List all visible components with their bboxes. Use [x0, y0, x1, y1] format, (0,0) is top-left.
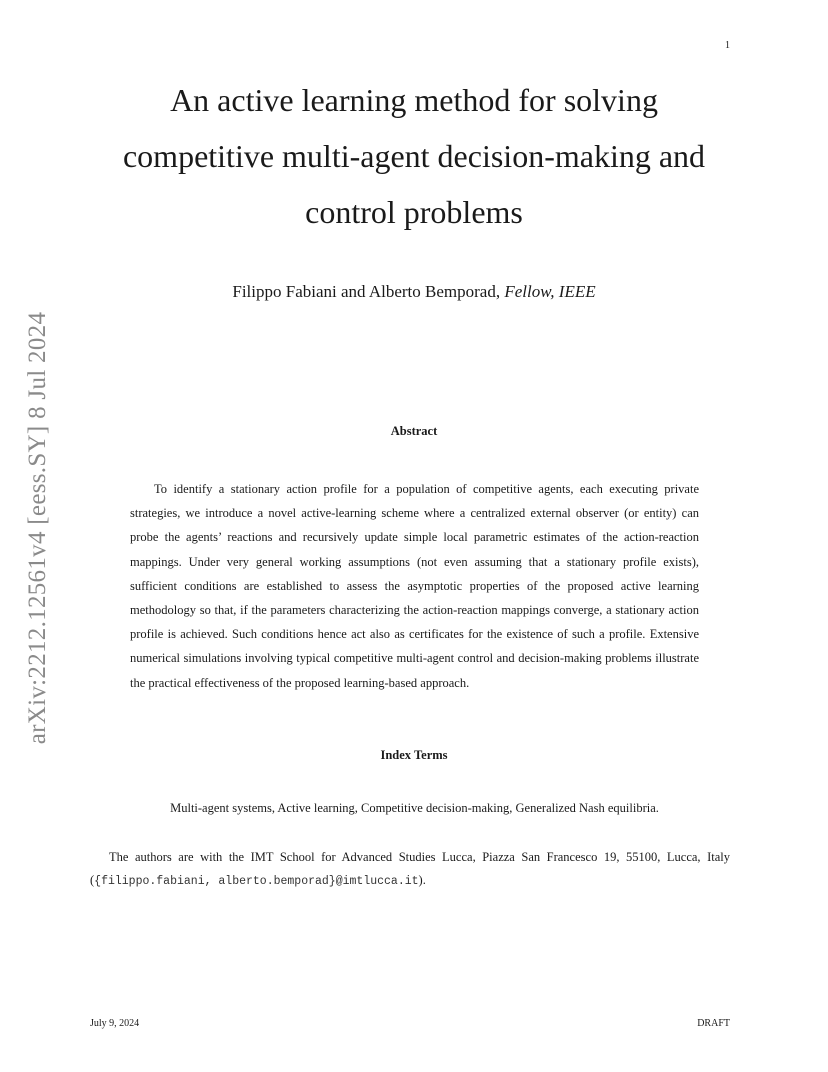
footer-draft-label: DRAFT — [697, 1018, 730, 1029]
author-names: Filippo Fabiani and Alberto Bemporad, — [232, 282, 501, 301]
index-terms-heading: Index Terms — [380, 748, 448, 762]
footnote-suffix: ). — [418, 873, 426, 887]
title-line-2: competitive multi-agent decision-making and — [122, 138, 706, 174]
author-fellow-title: Fellow, IEEE — [504, 282, 596, 301]
author-affiliation-footnote — [90, 846, 730, 893]
footnote-text: The authors are with the IMT School for Advanced Studies Lucca, Piazza San Francesco 19, 55100, Lucca, Italy ( — [90, 850, 730, 887]
arxiv-stamp-text: arXiv:2212.12561v4 [eess.SY] 8 Jul 2024 — [24, 311, 51, 745]
page-number: 1 — [725, 40, 730, 51]
abstract-heading: Abstract — [390, 424, 438, 438]
title-line-1: An active learning method for solving — [170, 82, 658, 118]
footer-date: July 9, 2024 — [90, 1018, 140, 1029]
index-terms-body: Multi-agent systems, Active learning, Competitive decision-making, Generalized Nash equilibria. — [170, 801, 659, 815]
abstract-body: To identify a stationary action profile for a population of competitive agents, each executing private strategies, we introduce a novel active-learning scheme where a centralized external observer (or entity) can probe the agents’ reactions and recursively update simple local parametric estimates of the action-reaction mappings. Under very general working assumptions (not even assuming that a stationary profile exists), sufficient conditions are established to assess the asymptotic properties of the proposed active learning methodology so that, if the parameters characterizing the action-reaction mappings converge, a stationary action profile is achieved. Such conditions hence act also as certificates for the existence of such a profile. Extensive numerical simulations involving typical competitive multi-agent control and decision-making problems illustrate the practical effectiveness of the proposed learning-based approach. — [130, 482, 699, 690]
author-list — [90, 282, 738, 302]
author-emails[interactable]: {filippo.fabiani, alberto.bemporad}@imtlucca.it — [94, 875, 419, 888]
title-line-3: control problems — [305, 194, 523, 230]
paper-title — [90, 72, 738, 240]
